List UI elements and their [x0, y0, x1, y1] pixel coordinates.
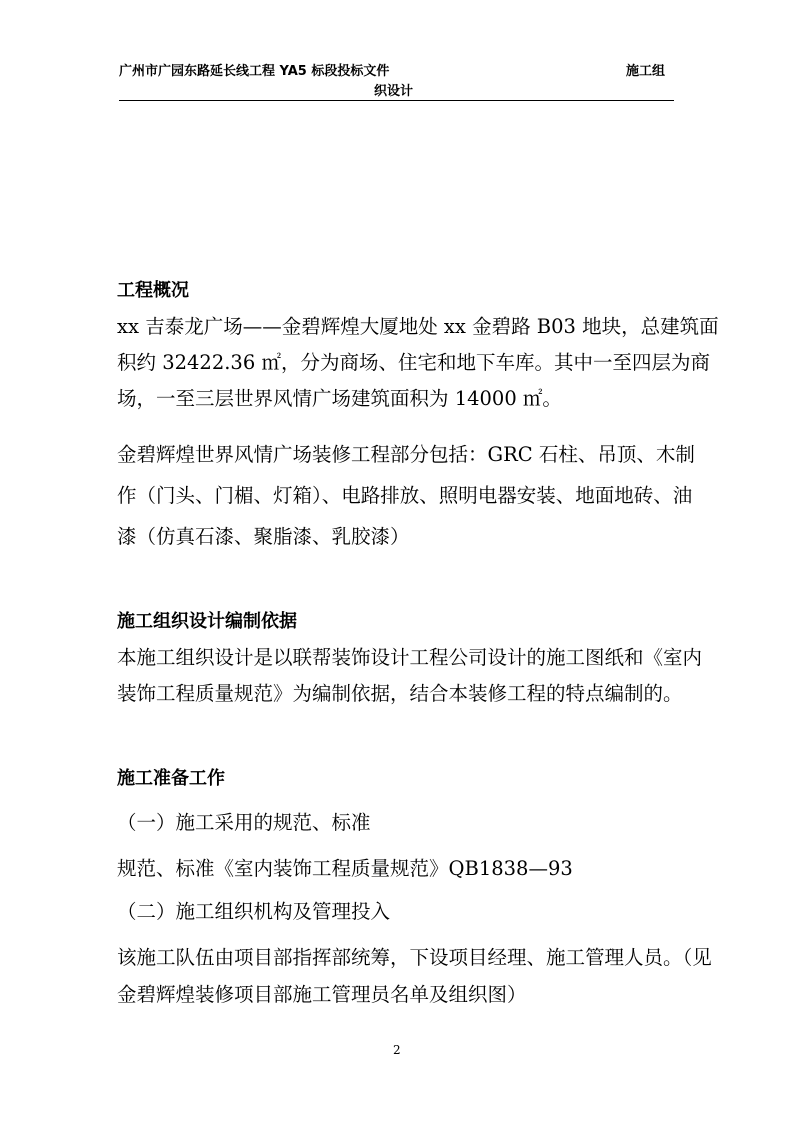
paragraph-line: 积约 32422.36 ㎡，分为商场、住宅和地下车库。其中一至四层为商: [117, 351, 710, 374]
section-heading: 施工准备工作: [117, 768, 225, 789]
paragraph-line: 装饰工程质量规范》为编制依据，结合本装修工程的特点编制的。: [117, 682, 683, 705]
paragraph-line: 漆（仿真石漆、聚脂漆、乳胶漆）: [117, 525, 410, 548]
header-title-right: 施工组: [626, 64, 666, 79]
paragraph-line: 作（门头、门楣、灯箱）、电路排放、照明电器安装、地面地砖、油: [117, 484, 693, 507]
paragraph-line: （一）施工采用的规范、标准: [117, 811, 371, 834]
paragraph-line: 场，一至三层世界风情广场建筑面积为 14000 ㎡。: [117, 387, 562, 410]
section-heading: 工程概况: [117, 280, 189, 301]
header-title-cont: 织设计: [374, 84, 414, 99]
paragraph-line: 本施工组织设计是以联帮装饰设计工程公司设计的施工图纸和《室内: [117, 646, 703, 669]
paragraph-line: xx 吉泰龙广场——金碧辉煌大厦地处 xx 金碧路 B03 地块，总建筑面: [117, 315, 719, 338]
header-rule: [119, 100, 674, 101]
section-heading: 施工组织设计编制依据: [117, 611, 297, 632]
paragraph-line: 规范、标准《室内装饰工程质量规范》QB1838—93: [117, 857, 573, 880]
paragraph-line: 金碧辉煌世界风情广场装修工程部分包括：GRC 石柱、吊顶、木制: [117, 443, 695, 466]
paragraph-line: 金碧辉煌装修项目部施工管理员名单及组织图）: [117, 983, 527, 1006]
page-number: 2: [393, 1043, 401, 1057]
paragraph-line: 该施工队伍由项目部指挥部统筹，下设项目经理、施工管理人员。（见: [117, 946, 712, 969]
header-title: 广州市广园东路延长线工程 YA5 标段投标文件: [119, 64, 390, 79]
paragraph-line: （二）施工组织机构及管理投入: [117, 900, 391, 923]
